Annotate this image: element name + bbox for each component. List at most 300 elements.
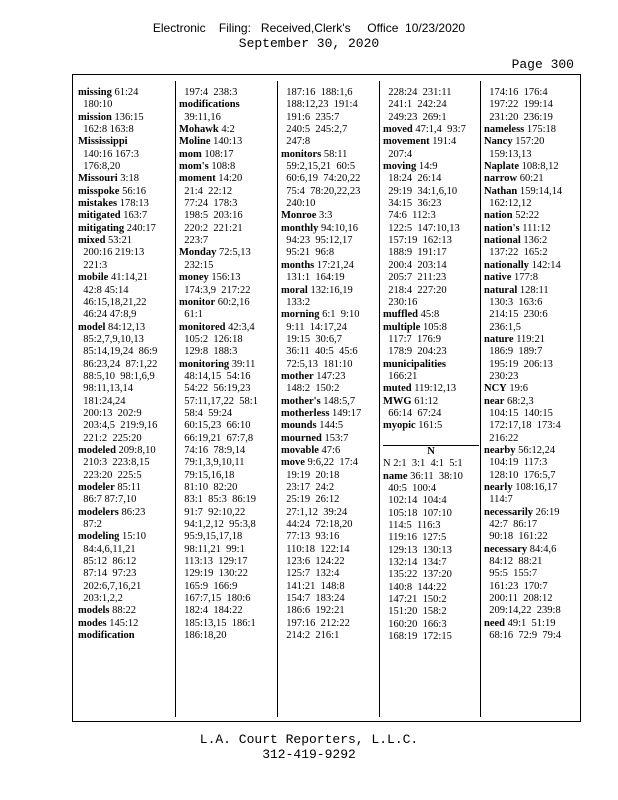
page-line-refs: 86:7 87:7,10	[78, 494, 137, 506]
page-line-refs: 72:5,13 181:10	[281, 358, 353, 370]
index-entry	[281, 433, 377, 445]
index-entry-continuation	[484, 457, 580, 469]
page-line-refs: 34:15 36:23	[383, 198, 442, 210]
index-entry	[383, 124, 479, 136]
page-line-refs: 113:13 129:17	[179, 556, 248, 568]
page-line-refs: 117:7 176:9	[383, 333, 441, 345]
page-line-refs: 165:9 166:9	[179, 580, 238, 592]
page-line-refs: 240:5 245:2,7	[281, 124, 348, 136]
page-line-refs: 247:8	[281, 136, 311, 148]
index-term: muted	[383, 383, 412, 395]
index-entry-continuation	[78, 556, 174, 568]
page-line-refs: 75:4 78:20,22,23	[281, 185, 361, 197]
index-entry-continuation	[484, 322, 580, 334]
index-entry-continuation	[78, 297, 174, 309]
page-line-refs: 79:15,16,18	[179, 469, 235, 481]
index-entry-continuation	[281, 568, 377, 580]
page-line-refs: 154:7 183:24	[281, 593, 345, 605]
index-entry	[179, 149, 275, 161]
index-entry	[78, 235, 174, 247]
page-line-refs: 198:5 203:16	[179, 210, 243, 222]
index-term: mitigated	[78, 210, 121, 222]
index-entry	[281, 408, 377, 420]
index-entry	[383, 420, 479, 432]
index-entry	[383, 309, 479, 321]
index-entry-continuation	[179, 507, 275, 519]
page-line-refs: 175:18	[524, 124, 557, 136]
page-line-refs: 19:6	[506, 383, 529, 395]
index-entry	[484, 544, 580, 556]
page-line-refs: 56:16	[119, 185, 146, 197]
page-line-refs: 140:13	[210, 136, 243, 148]
page-line-refs: 187:16 188:1,6	[281, 87, 353, 98]
index-entry-continuation	[179, 531, 275, 543]
page-line-refs: 57:11,17,22 58:1	[179, 395, 258, 407]
page-line-refs: 168:19 172:15	[383, 631, 452, 643]
index-entry	[179, 247, 275, 259]
index-term: Monroe	[281, 210, 317, 222]
index-entry-continuation	[383, 297, 479, 309]
page-line-refs: 19:15 30:6,7	[281, 333, 342, 345]
index-term: moment	[179, 173, 216, 185]
page-line-refs: 197:4 238:3	[179, 87, 238, 98]
index-term: necessary	[484, 543, 528, 555]
index-entry-continuation	[179, 556, 275, 568]
page-line-refs: 42:3,4	[225, 321, 255, 333]
page-line-refs: 133:2	[281, 296, 311, 308]
index-entry	[78, 210, 174, 222]
index-entry-continuation	[179, 519, 275, 531]
index-term: money	[179, 272, 209, 284]
index-entry	[484, 445, 580, 457]
page-line-refs: 148:5,7	[320, 395, 356, 407]
index-entry-continuation	[484, 556, 580, 568]
page-line-refs: 102:14 104:4	[383, 495, 447, 507]
index-term: mission	[78, 111, 112, 123]
index-entry	[484, 618, 580, 630]
page-line-refs: 140:16 167:3	[78, 148, 139, 160]
page-line-refs: 128:11	[517, 284, 549, 296]
index-term: MWG	[383, 395, 412, 407]
page-line-refs: 9:11 14:17,24	[281, 321, 347, 333]
index-term: nearby	[484, 444, 516, 456]
page-line-refs: 61:12	[411, 395, 439, 407]
index-entry-continuation	[179, 285, 275, 297]
index-term: mistakes	[78, 198, 118, 210]
page-line-refs: 230:23	[484, 370, 519, 382]
index-entry-continuation	[383, 223, 479, 235]
index-entry-continuation	[78, 494, 174, 506]
page-line-refs: 90:18 161:22	[484, 531, 548, 543]
page-line-refs: 104:15 140:15	[484, 407, 553, 419]
index-entry-continuation	[179, 445, 275, 457]
page-line-refs: 216:22	[484, 432, 519, 444]
index-entry	[383, 359, 479, 371]
page-line-refs: 207:4	[383, 148, 413, 160]
index-entry-continuation	[484, 112, 580, 124]
page-line-refs: 135:22 137:20	[383, 569, 452, 581]
page-line-refs: 72:5,13	[216, 247, 251, 259]
index-entry-continuation	[179, 482, 275, 494]
page-line-refs: 178:9 204:23	[383, 346, 447, 358]
index-entry	[281, 260, 377, 272]
index-entry-continuation	[281, 593, 377, 605]
index-entry-continuation	[484, 247, 580, 259]
page-line-refs: 46:24 47:8,9	[78, 309, 137, 321]
index-entry-continuation	[281, 136, 377, 148]
page-line-refs: 83:1 85:3 86:19	[179, 494, 257, 506]
index-term: nation's	[484, 222, 520, 234]
index-term: need	[484, 617, 505, 629]
page-line-refs: 54:22 56:19,23	[179, 383, 251, 395]
index-entry	[383, 383, 479, 395]
page-line-refs: 163:7	[120, 210, 148, 222]
column-divider	[175, 81, 176, 717]
index-entry-continuation	[281, 297, 377, 309]
page-line-refs: 185:13,15 186:1	[179, 617, 256, 629]
page-line-refs: 159:14,14	[517, 185, 563, 197]
page-line-refs: 81:10 82:20	[179, 482, 238, 493]
page-line-refs: 61:24	[111, 87, 139, 98]
index-entry	[484, 210, 580, 222]
index-entry-continuation	[383, 99, 479, 111]
index-term: Moline	[179, 136, 211, 148]
page-line-refs: 119:12,13	[411, 383, 457, 395]
index-entry-continuation	[281, 99, 377, 111]
page-line-refs: 84:4,6,11,21	[78, 543, 136, 555]
index-entry	[78, 445, 174, 457]
page-line-refs: 218:4 227:20	[383, 284, 447, 296]
page-line-refs: 119:16 127:5	[383, 532, 447, 544]
index-term: Mohawk	[179, 124, 219, 136]
page-line-refs: 249:23 269:1	[383, 111, 447, 123]
index-entry-continuation	[383, 260, 479, 272]
index-entry-continuation	[484, 309, 580, 321]
index-entry	[78, 531, 174, 543]
page-line-refs: 114:5 116:3	[383, 520, 441, 532]
page-line-refs: 131:1 164:19	[281, 272, 345, 284]
index-entry	[484, 260, 580, 272]
page-line-refs: 161:23 170:7	[484, 580, 548, 592]
index-entry	[78, 322, 174, 334]
index-entry	[179, 124, 275, 136]
index-entry-continuation	[281, 173, 377, 185]
page-line-refs: 186:6 192:21	[281, 605, 345, 617]
page-line-refs: 3:3	[316, 210, 333, 222]
page-line-refs: 159:13,13	[484, 148, 532, 160]
index-term: mounds	[281, 420, 317, 432]
index-term: mom	[179, 148, 202, 160]
page-line-refs: 223:20 225:5	[78, 469, 142, 481]
page-line-refs: 108:17	[201, 148, 234, 160]
index-entry-continuation	[383, 619, 479, 631]
index-term: necessarily	[484, 506, 533, 518]
index-entry-continuation	[179, 186, 275, 198]
index-entry-continuation	[179, 198, 275, 210]
index-entry-continuation	[179, 309, 275, 321]
index-entry	[78, 605, 174, 617]
page-line-refs: 60:2,16	[215, 296, 250, 308]
page-line-refs: 105:8	[420, 321, 447, 333]
index-entry-continuation	[281, 198, 377, 210]
page-line-refs: 94:10,16	[318, 222, 359, 234]
index-entry-continuation	[281, 470, 377, 482]
page-line-refs: 42:8 45:14	[78, 284, 129, 296]
index-entry-continuation	[383, 247, 479, 259]
page-line-refs: 153:7	[321, 432, 349, 444]
index-term: model	[78, 321, 106, 333]
column-divider	[379, 81, 380, 717]
index-entry-continuation	[383, 545, 479, 557]
index-term: monthly	[281, 222, 319, 234]
index-column-3	[281, 87, 377, 642]
index-column-1	[78, 87, 174, 642]
index-entry-continuation	[78, 247, 174, 259]
footer-phone: 312-419-9292	[262, 747, 356, 762]
index-entry-continuation	[281, 494, 377, 506]
index-entry-continuation	[179, 371, 275, 383]
word-index-frame	[72, 74, 581, 722]
index-term: modeled	[78, 444, 116, 456]
index-entry	[281, 210, 377, 222]
index-entry	[383, 471, 479, 483]
page-number: Page 300	[511, 57, 574, 72]
index-entry-continuation	[383, 173, 479, 185]
index-entry-continuation	[78, 124, 174, 136]
index-entry-continuation	[179, 630, 275, 642]
index-entry-continuation	[281, 186, 377, 198]
index-entry	[78, 618, 174, 630]
page-line-refs: 84:12 88:21	[484, 556, 543, 568]
index-entry	[179, 272, 275, 284]
page-line-refs: 88:22	[109, 605, 137, 617]
page-line-refs: 85:11	[114, 482, 141, 493]
index-entry	[281, 149, 377, 161]
page-line-refs: 87:2	[78, 519, 102, 531]
page-line-refs: 105:18 107:10	[383, 507, 452, 519]
index-entry-continuation	[78, 383, 174, 395]
page-line-refs: 85:14,19,24 86:9	[78, 346, 158, 358]
index-entry	[383, 322, 479, 334]
index-entry-continuation	[281, 618, 377, 630]
page-line-refs: 111:12	[519, 222, 551, 234]
index-term: months	[281, 259, 315, 271]
index-term: near	[484, 395, 505, 407]
index-entry-continuation	[179, 210, 275, 222]
page-line-refs: 176:8,20	[78, 161, 121, 173]
index-entry-continuation	[179, 396, 275, 408]
index-term: natural	[484, 284, 518, 296]
index-entry-continuation	[484, 297, 580, 309]
index-entry-continuation	[383, 112, 479, 124]
page-line-refs: 23:17 24:2	[281, 482, 335, 493]
index-entry-continuation	[484, 494, 580, 506]
index-term: nature	[484, 333, 514, 345]
page-line-refs: 119:21	[513, 333, 545, 345]
index-entry-continuation	[383, 334, 479, 346]
index-entry-continuation	[78, 470, 174, 482]
index-term: municipalities	[383, 358, 447, 370]
page-line-refs: 236:1,5	[484, 321, 522, 333]
index-entry-continuation	[179, 223, 275, 235]
index-entry-continuation	[383, 582, 479, 594]
index-term: nearly	[484, 482, 513, 493]
index-term: nation	[484, 210, 513, 222]
page-line-refs: 105:2 126:18	[179, 333, 243, 345]
index-entry-continuation	[281, 519, 377, 531]
index-entry-continuation	[281, 247, 377, 259]
page-line-refs: 186:18,20	[179, 630, 227, 642]
page-line-refs: 161:5	[415, 420, 443, 432]
index-entry-continuation	[78, 433, 174, 445]
index-term: modification	[78, 630, 135, 642]
index-entry-continuation	[281, 112, 377, 124]
index-term: muffled	[383, 309, 418, 321]
page-line-refs: 19:19 20:18	[281, 469, 340, 481]
index-term: multiple	[383, 321, 421, 333]
index-entry-continuation	[179, 346, 275, 358]
page-line-refs: 195:19 206:13	[484, 358, 553, 370]
index-entry-continuation	[281, 544, 377, 556]
page-line-refs: 240:17	[124, 222, 156, 234]
index-entry	[179, 161, 275, 173]
page-line-refs: 60:21	[517, 173, 544, 185]
index-entry	[484, 235, 580, 247]
page-line-refs: 174:16 176:4	[484, 87, 548, 98]
index-entry-continuation	[383, 594, 479, 606]
index-entry-continuation	[383, 408, 479, 420]
index-entry	[383, 161, 479, 173]
index-entry-continuation	[281, 87, 377, 99]
page-line-refs: 188:9 191:17	[383, 247, 447, 259]
index-column-4	[383, 87, 479, 643]
index-entry-continuation	[484, 531, 580, 543]
index-entry-continuation	[484, 630, 580, 642]
page-line-refs: 9:6,22 17:4	[304, 457, 359, 469]
index-term: movable	[281, 444, 319, 456]
page-line-refs: 122:5 147:10,13	[383, 222, 460, 234]
index-term: nationally	[484, 259, 529, 271]
page-line-refs: 240:10	[281, 198, 316, 210]
index-entry	[281, 223, 377, 235]
page-line-refs: 39:11	[229, 358, 256, 370]
index-term: modeling	[78, 531, 120, 543]
page-line-refs: 172:17,18 173:4	[484, 420, 561, 432]
page-line-refs: 230:16	[383, 296, 418, 308]
index-entry-continuation	[484, 605, 580, 617]
index-entry-continuation	[484, 87, 580, 99]
index-entry-continuation	[179, 494, 275, 506]
page-line-refs: 58:11	[321, 148, 348, 160]
index-entry-continuation	[383, 149, 479, 161]
page-line-refs: 40:5 100:4	[383, 483, 437, 494]
index-entry-continuation	[78, 581, 174, 593]
index-term: Nathan	[484, 185, 518, 197]
page-line-refs: 191:6 235:7	[281, 111, 340, 123]
page-line-refs: 125:7 132:4	[281, 568, 340, 580]
index-entry-continuation	[78, 396, 174, 408]
index-entry-continuation	[78, 519, 174, 531]
page-line-refs: 145:12	[106, 617, 139, 629]
page-line-refs: 151:20 158:2	[383, 606, 447, 618]
index-entry-continuation	[383, 508, 479, 520]
page-line-refs: 160:20 166:3	[383, 618, 447, 630]
index-term: morning	[281, 309, 320, 321]
page-line-refs: 157:20	[512, 136, 545, 148]
page-line-refs: 147:23	[313, 370, 346, 382]
index-term: monitors	[281, 148, 322, 160]
page-line-refs: 85:12 86:12	[78, 556, 137, 568]
index-entry	[179, 359, 275, 371]
page-line-refs: 197:16 212:22	[281, 617, 350, 629]
index-entry	[484, 223, 580, 235]
page-line-refs: 147:21 150:2	[383, 594, 447, 606]
index-term: movement	[383, 136, 430, 148]
index-entry	[179, 173, 275, 185]
page-line-refs: 45:8	[418, 309, 440, 321]
index-entry	[484, 186, 580, 198]
filing-date: September 30, 2020	[238, 36, 380, 51]
page-line-refs: 144:5	[316, 420, 344, 432]
page-line-refs: 46:15,18,21,22	[78, 296, 147, 308]
index-entry	[484, 136, 580, 148]
index-entry-continuation	[281, 556, 377, 568]
page-line-refs: 156:13	[208, 272, 241, 284]
page-line-refs: 200:11 208:12	[484, 593, 553, 605]
page-line-refs: 47:1,4 93:7	[412, 124, 466, 136]
page-line-refs: N 2:1 3:1 4:1 5:1	[383, 458, 463, 470]
page-line-refs: 221:3	[78, 259, 108, 271]
page-line-refs: 241:1 242:24	[383, 99, 447, 111]
page-line-refs: 88:5,10 98:1,6,9	[78, 370, 155, 382]
page-line-refs: 228:24 231:11	[383, 87, 452, 98]
page-line-refs: 66:14 67:24	[383, 407, 442, 419]
index-entry-continuation	[484, 359, 580, 371]
page-line-refs: 136:2	[520, 235, 548, 247]
page-line-refs: 79:1,3,9,10,11	[179, 457, 245, 469]
page-line-refs: 214:2 216:1	[281, 630, 340, 642]
page-line-refs: 95:9,15,17,18	[179, 531, 243, 543]
index-column-2	[179, 87, 275, 642]
index-term: moved	[383, 124, 413, 136]
index-term: monitoring	[179, 358, 230, 370]
page-line-refs: 95:5 155:7	[484, 568, 538, 580]
index-term: motherless	[281, 407, 330, 419]
index-entry-continuation	[281, 346, 377, 358]
page-line-refs: 200:4 203:14	[383, 259, 447, 271]
page-line-refs: 141:21 148:8	[281, 580, 345, 592]
index-entry-continuation	[383, 532, 479, 544]
index-entry	[78, 482, 174, 494]
page-line-refs: 209:8,10	[115, 444, 156, 456]
index-entry-continuation	[78, 161, 174, 173]
index-term: Monday	[179, 247, 217, 259]
page-line-refs: 6:1 9:10	[319, 309, 360, 321]
page-line-refs: 39:11,16	[179, 111, 221, 123]
index-term: mixed	[78, 235, 106, 247]
index-entry	[78, 186, 174, 198]
footer-company: L.A. Court Reporters, L.L.C.	[199, 732, 419, 747]
page-line-refs: 86:23,24 87:1,22	[78, 358, 158, 370]
page-line-refs: 15:10	[119, 531, 146, 543]
page-line-refs: 209:14,22 239:8	[484, 605, 561, 617]
index-entry-continuation	[383, 495, 479, 507]
index-entry-continuation	[281, 630, 377, 642]
index-entry-continuation	[179, 235, 275, 247]
index-entry-continuation	[78, 371, 174, 383]
page-line-refs: 108:8,12	[519, 161, 559, 173]
index-entry-continuation	[281, 322, 377, 334]
